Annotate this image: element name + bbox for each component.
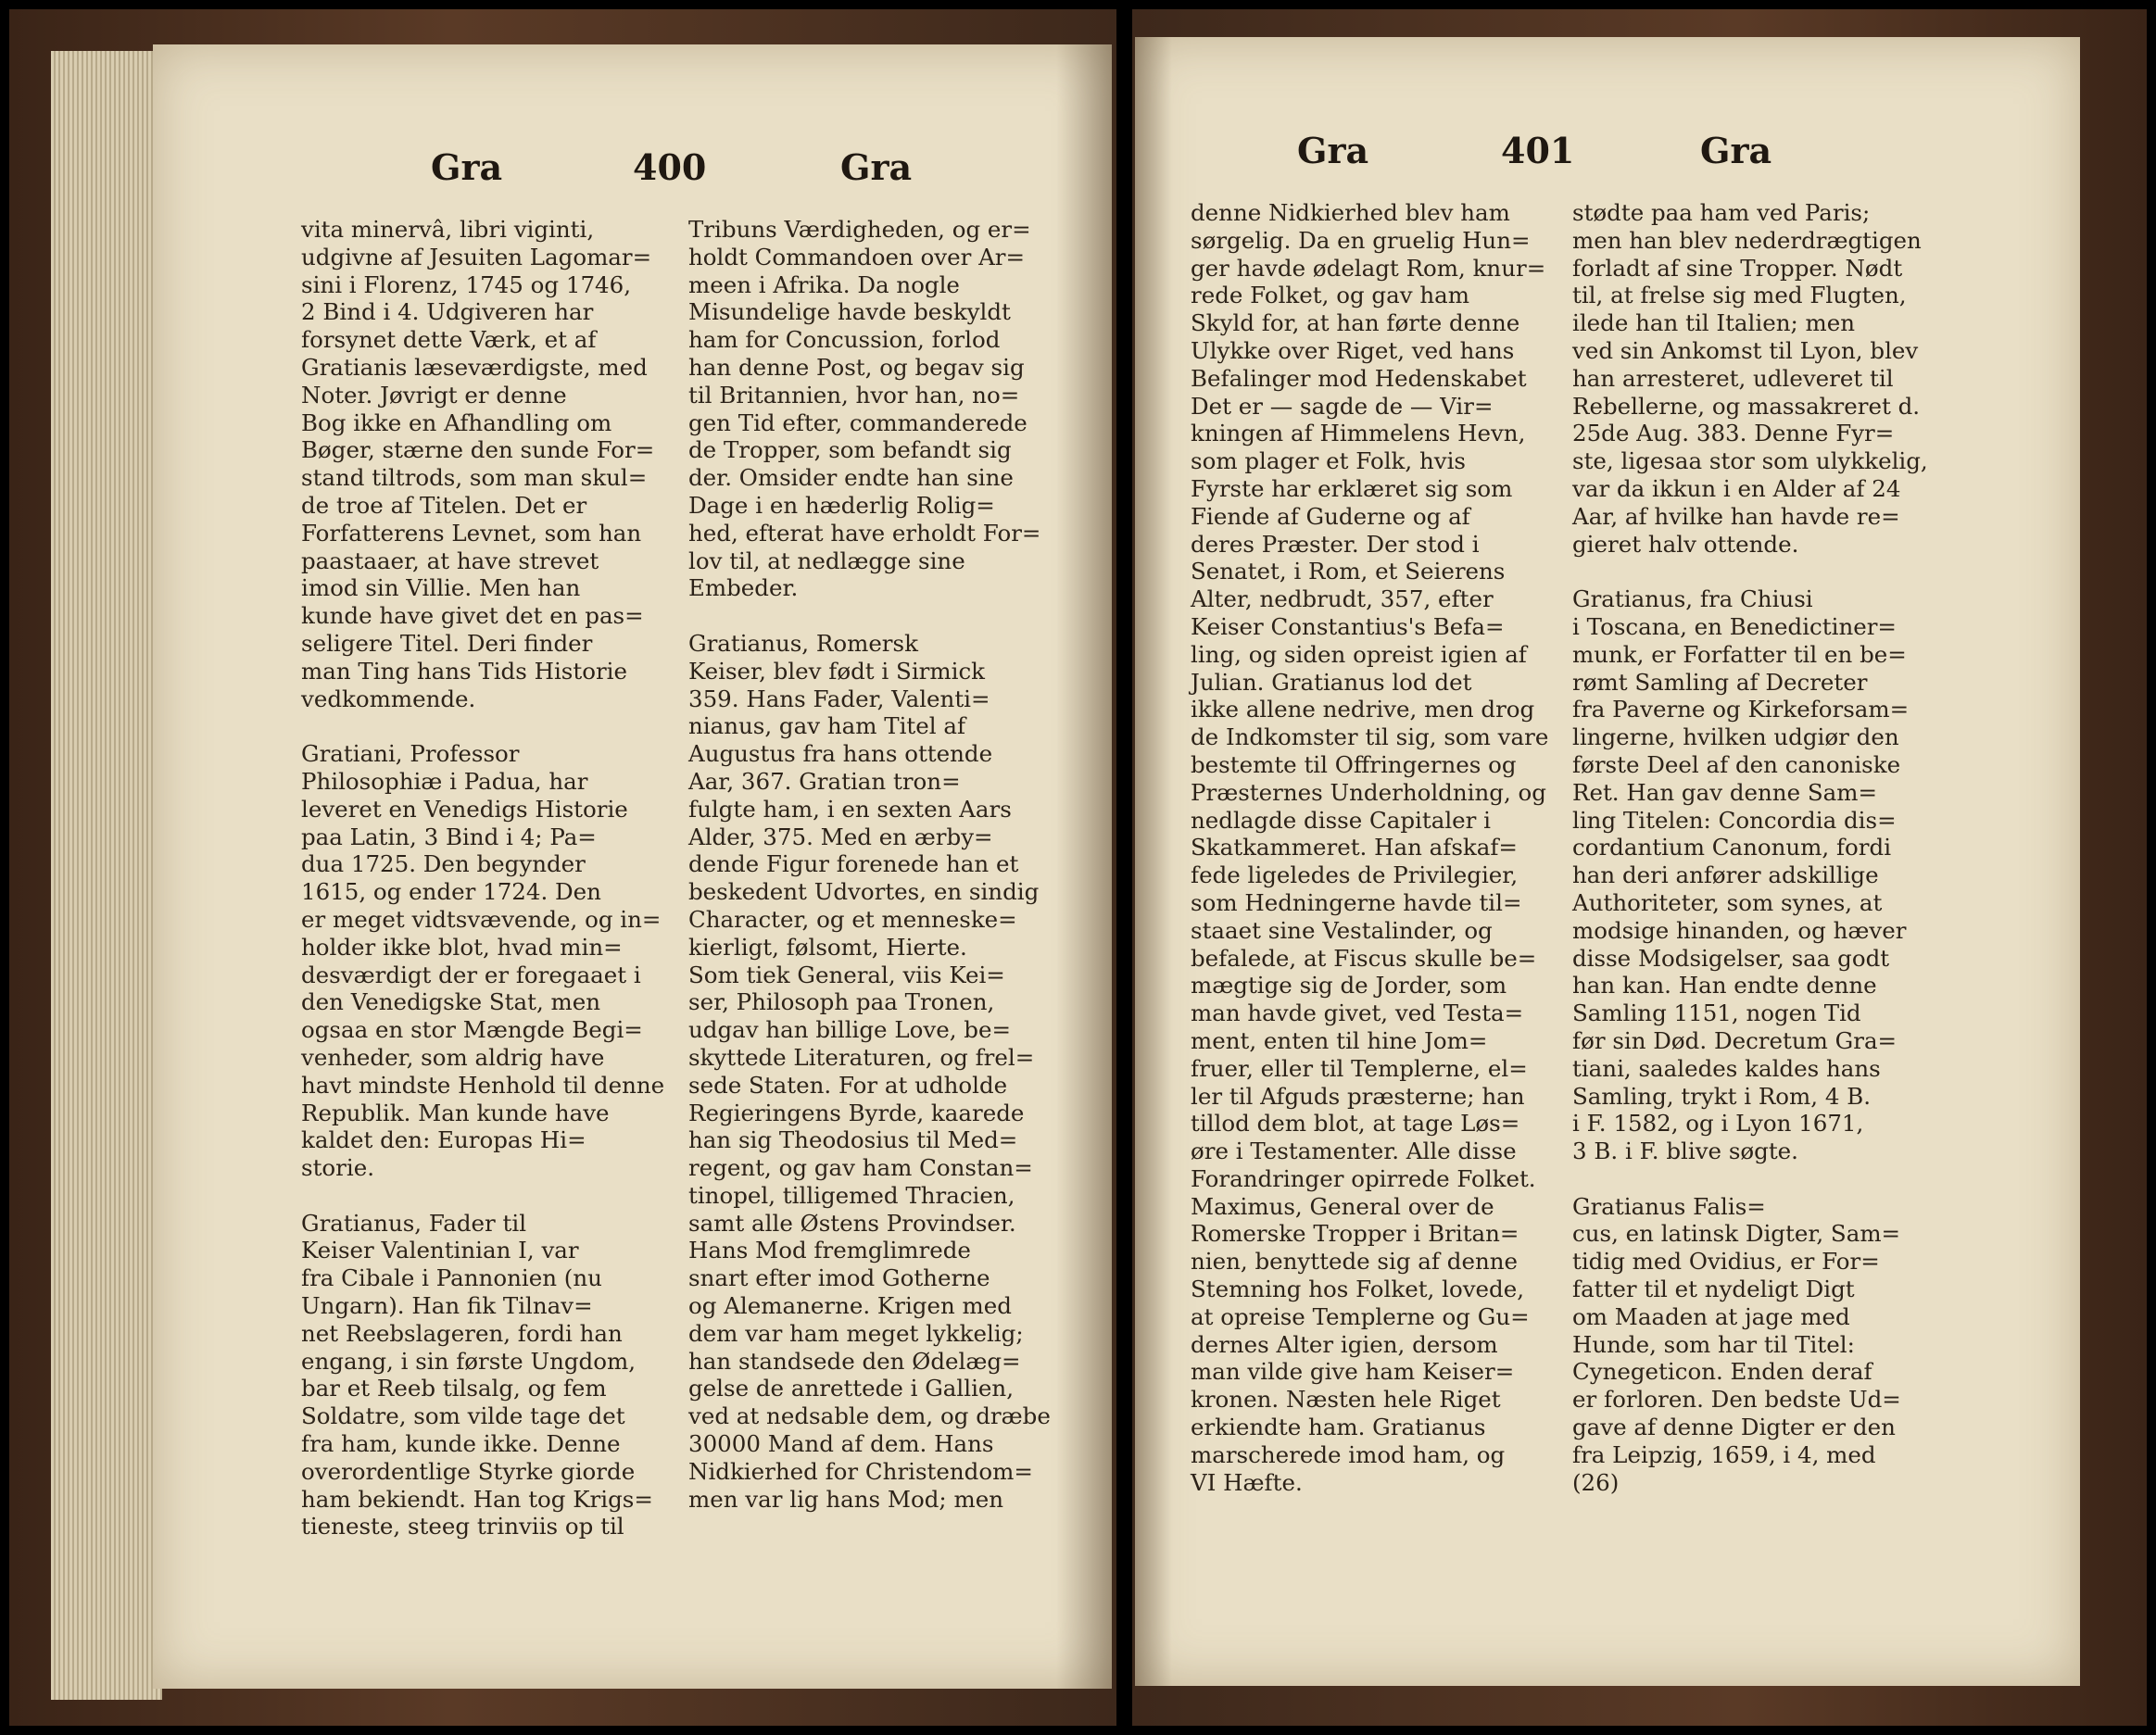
text-line: sørgelig. Da en gruelig Hun= bbox=[1191, 226, 1531, 254]
text-line: tinopel, tilligemed Thracien, bbox=[688, 1181, 1015, 1209]
text-line: (26) bbox=[1572, 1468, 1620, 1496]
text-line: til Britannien, hvor han, no= bbox=[688, 381, 1020, 409]
text-line: de Tropper, som befandt sig bbox=[688, 436, 1012, 464]
page-number: 401 bbox=[1501, 130, 1575, 171]
text-line: Ret. Han gav denne Sam= bbox=[1572, 778, 1878, 806]
text-line: til, at frelse sig med Flugten, bbox=[1572, 282, 1907, 309]
text-line: skyttede Literaturen, og frel= bbox=[688, 1043, 1035, 1071]
text-line: samt alle Østens Provindser. bbox=[688, 1209, 1016, 1237]
text-line: ved at nedsable dem, og dræbe bbox=[688, 1402, 1051, 1430]
text-line: Skyld for, at han førte denne bbox=[1191, 309, 1520, 337]
text-line: øre i Testamenter. Alle disse bbox=[1191, 1138, 1517, 1165]
text-line: Tribuns Værdigheden, og er= bbox=[688, 216, 1031, 243]
text-line: lov til, at nedlægge sine bbox=[688, 547, 965, 574]
text-line: som plager et Folk, hvis bbox=[1191, 447, 1466, 475]
text-line: Gratianus Falis= bbox=[1572, 1192, 1766, 1220]
text-line: kunde have givet det en pas= bbox=[301, 602, 644, 630]
paragraph-gap bbox=[301, 1182, 664, 1210]
text-line: ilede han til Italien; men bbox=[1572, 309, 1856, 337]
text-line: Ungarn). Han fik Tilnav= bbox=[301, 1292, 593, 1320]
text-line: Authoriteter, som synes, at bbox=[1572, 888, 1883, 916]
text-line: ogsaa en stor Mængde Begi= bbox=[301, 1016, 643, 1044]
text-line: Misundelige havde beskyldt bbox=[688, 298, 1011, 326]
text-line: Noter. Jøvrigt er denne bbox=[301, 381, 567, 409]
text-line: ling Titelen: Concordia dis= bbox=[1572, 806, 1897, 834]
text-line: man Ting hans Tids Historie bbox=[301, 657, 627, 685]
text-line: ler til Afguds præsterne; han bbox=[1191, 1082, 1525, 1110]
text-line: regent, og gav ham Constan= bbox=[688, 1154, 1033, 1182]
header-right-word: Gra bbox=[840, 146, 913, 188]
left-page bbox=[153, 44, 1112, 1689]
text-line: men var lig hans Mod; men bbox=[688, 1485, 1003, 1513]
text-line: beskedent Udvortes, en sindig bbox=[688, 878, 1040, 906]
text-line: Republik. Man kunde have bbox=[301, 1099, 610, 1126]
gutter-shadow bbox=[1135, 37, 1172, 1686]
text-line: Skatkammeret. Han afskaf= bbox=[1191, 834, 1518, 861]
text-line: Aar, 367. Gratian tron= bbox=[688, 767, 961, 795]
text-line: rede Folket, og gav ham bbox=[1191, 282, 1469, 309]
text-line: havt mindste Henhold til denne bbox=[301, 1071, 665, 1099]
text-line: tillod dem blot, at tage Løs= bbox=[1191, 1110, 1520, 1138]
text-line: holdt Commandoen over Ar= bbox=[688, 243, 1026, 270]
text-line: Dage i en hæderlig Rolig= bbox=[688, 491, 995, 519]
text-line: sede Staten. For at udholde bbox=[688, 1071, 1008, 1099]
text-line: net Reebslageren, fordi han bbox=[301, 1319, 623, 1347]
text-line: han arresteret, udleveret til bbox=[1572, 364, 1894, 392]
text-line: ham for Concussion, forlod bbox=[688, 326, 1001, 354]
text-line: storie. bbox=[301, 1154, 375, 1182]
text-line: munk, er Forfatter til en be= bbox=[1572, 640, 1907, 668]
text-line: engang, i sin første Ungdom, bbox=[301, 1347, 637, 1375]
text-line: Regieringens Byrde, kaarede bbox=[688, 1099, 1025, 1126]
text-line: kierligt, følsomt, Hierte. bbox=[688, 933, 967, 961]
text-line: gieret halv ottende. bbox=[1572, 530, 1799, 558]
text-line: Som tiek General, viis Kei= bbox=[688, 961, 1005, 988]
text-line: Bøger, stærne den sunde For= bbox=[301, 436, 655, 464]
text-line: er meget vidtsvævende, og in= bbox=[301, 905, 662, 933]
text-line: overordentlige Styrke giorde bbox=[301, 1457, 636, 1485]
text-line: Forandringer opirrede Folket. bbox=[1191, 1164, 1536, 1192]
text-line: i Toscana, en Benedictiner= bbox=[1572, 612, 1897, 640]
text-line: leveret en Venedigs Historie bbox=[301, 795, 628, 823]
text-line: ger havde ødelagt Rom, knur= bbox=[1191, 254, 1546, 282]
right-page bbox=[1135, 37, 2080, 1686]
text-line: om Maaden at jage med bbox=[1572, 1302, 1850, 1330]
text-line: fruer, eller til Templerne, el= bbox=[1191, 1054, 1528, 1082]
text-line: man vilde give ham Keiser= bbox=[1191, 1358, 1515, 1386]
text-line: ikke allene nedrive, men drog bbox=[1191, 696, 1535, 723]
text-line: Alder, 375. Med en ærby= bbox=[688, 823, 993, 850]
text-line: man havde givet, ved Testa= bbox=[1191, 1000, 1524, 1027]
left-page-column-1 bbox=[301, 216, 664, 1540]
text-line: imod sin Villie. Men han bbox=[301, 574, 581, 602]
text-line: disse Modsigelser, saa godt bbox=[1572, 944, 1890, 972]
text-line: den Venedigske Stat, men bbox=[301, 988, 601, 1016]
text-line: de troe af Titelen. Det er bbox=[301, 491, 587, 519]
text-line: 25de Aug. 383. Denne Fyr= bbox=[1572, 420, 1895, 447]
text-line: Character, og et menneske= bbox=[688, 905, 1017, 933]
text-line: stødte paa ham ved Paris; bbox=[1572, 199, 1871, 226]
text-line: cus, en latinsk Digter, Sam= bbox=[1572, 1220, 1901, 1248]
text-line: han sig Theodosius til Med= bbox=[688, 1126, 1018, 1154]
text-line: dende Figur forenede han et bbox=[688, 850, 1019, 878]
text-line: gave af denne Digter er den bbox=[1572, 1414, 1896, 1441]
gutter-shadow bbox=[1056, 44, 1112, 1689]
text-line: nedlagde disse Capitaler i bbox=[1191, 806, 1492, 834]
text-line: desværdigt der er foregaaet i bbox=[301, 961, 641, 988]
text-line: fra Leipzig, 1659, i 4, med bbox=[1572, 1440, 1876, 1468]
text-line: nianus, gav ham Titel af bbox=[688, 712, 966, 740]
text-line: sini i Florenz, 1745 og 1746, bbox=[301, 270, 631, 298]
text-line: Embeder. bbox=[688, 574, 799, 602]
text-line: 3 B. i F. blive søgte. bbox=[1572, 1138, 1798, 1165]
text-line: dua 1725. Den begynder bbox=[301, 850, 586, 878]
text-line: marscherede imod ham, og bbox=[1191, 1440, 1506, 1468]
text-line: Gratianus, Romersk bbox=[688, 629, 918, 657]
text-line: Romerske Tropper i Britan= bbox=[1191, 1220, 1519, 1248]
text-line: bar et Reeb tilsalg, og fem bbox=[301, 1375, 607, 1402]
text-line: vita minervâ, libri viginti, bbox=[301, 216, 595, 243]
text-line: Præsternes Underholdning, og bbox=[1191, 778, 1546, 806]
text-line: 1615, og ender 1724. Den bbox=[301, 878, 601, 906]
text-line: Gratianus, Fader til bbox=[301, 1209, 527, 1237]
text-line: Alter, nedbrudt, 357, efter bbox=[1191, 585, 1494, 613]
text-line: at opreise Templerne og Gu= bbox=[1191, 1302, 1530, 1330]
text-line: erkiendte ham. Gratianus bbox=[1191, 1414, 1486, 1441]
text-line: var da ikkun i en Alder af 24 bbox=[1572, 474, 1901, 502]
text-line: Hans Mod fremglimrede bbox=[688, 1237, 971, 1264]
text-line: Fyrste har erklæret sig som bbox=[1191, 474, 1513, 502]
text-line: Samling, trykt i Rom, 4 B. bbox=[1572, 1082, 1872, 1110]
text-line: Fiende af Guderne og af bbox=[1191, 502, 1470, 530]
text-line: lingerne, hvilken udgiør den bbox=[1572, 723, 1899, 751]
paragraph-gap bbox=[1572, 558, 1928, 585]
text-line: 2 Bind i 4. Udgiveren har bbox=[301, 298, 594, 326]
text-line: Julian. Gratianus lod det bbox=[1191, 668, 1472, 696]
text-line: paastaaer, at have strevet bbox=[301, 547, 599, 574]
right-page-column-2 bbox=[1572, 199, 1928, 1496]
text-line: i F. 1582, og i Lyon 1671, bbox=[1572, 1110, 1864, 1138]
text-line: han kan. Han endte denne bbox=[1572, 972, 1877, 1000]
text-line: tidig med Ovidius, er For= bbox=[1572, 1248, 1880, 1276]
text-line: Keiser Constantius's Befa= bbox=[1191, 612, 1505, 640]
text-line: fulgte ham, i en sexten Aars bbox=[688, 795, 1012, 823]
text-line: dem var ham meget lykkelig; bbox=[688, 1319, 1024, 1347]
paragraph-gap bbox=[301, 712, 664, 740]
paragraph-gap bbox=[688, 602, 1051, 630]
text-line: udgav han billige Love, be= bbox=[688, 1016, 1011, 1044]
text-line: han deri anfører adskillige bbox=[1572, 861, 1879, 889]
text-line: Philosophiæ i Padua, har bbox=[301, 767, 588, 795]
text-line: Maximus, General over de bbox=[1191, 1192, 1494, 1220]
text-line: fra Cibale i Pannonien (nu bbox=[301, 1264, 602, 1292]
header-left-word: Gra bbox=[431, 146, 503, 188]
text-line: meen i Afrika. Da nogle bbox=[688, 270, 960, 298]
text-line: og Alemanerne. Krigen med bbox=[688, 1292, 1012, 1320]
header-left-word: Gra bbox=[1297, 130, 1369, 171]
text-line: forladt af sine Tropper. Nødt bbox=[1572, 254, 1903, 282]
text-line: denne Nidkierhed blev ham bbox=[1191, 199, 1510, 226]
left-page-column-2 bbox=[688, 216, 1051, 1513]
text-line: Senatet, i Rom, et Seierens bbox=[1191, 558, 1506, 585]
text-line: mægtige sig de Jorder, som bbox=[1191, 972, 1507, 1000]
text-line: VI Hæfte. bbox=[1191, 1468, 1303, 1496]
text-line: gelse de anrettede i Gallien, bbox=[688, 1375, 1014, 1402]
text-line: snart efter imod Gotherne bbox=[688, 1264, 990, 1292]
text-line: ham bekiendt. Han tog Krigs= bbox=[301, 1485, 653, 1513]
text-line: paa Latin, 3 Bind i 4; Pa= bbox=[301, 823, 597, 850]
text-line: Augustus fra hans ottende bbox=[688, 740, 993, 768]
text-line: 30000 Mand af dem. Hans bbox=[688, 1430, 994, 1458]
header-right-word: Gra bbox=[1700, 130, 1772, 171]
text-line: holder ikke blot, hvad min= bbox=[301, 933, 623, 961]
text-line: kaldet den: Europas Hi= bbox=[301, 1126, 586, 1154]
text-line: som Hedningerne havde til= bbox=[1191, 888, 1522, 916]
text-line: Aar, af hvilke han havde re= bbox=[1572, 502, 1900, 530]
text-line: Soldatre, som vilde tage det bbox=[301, 1402, 625, 1430]
text-line: fede ligeledes de Privilegier, bbox=[1191, 861, 1519, 889]
text-line: Det er — sagde de — Vir= bbox=[1191, 392, 1494, 420]
text-line: Cynegeticon. Enden deraf bbox=[1572, 1358, 1872, 1386]
text-line: ment, enten til hine Jom= bbox=[1191, 1026, 1488, 1054]
text-line: tieneste, steeg trinviis op til bbox=[301, 1513, 624, 1540]
text-line: han standsede den Ødelæg= bbox=[688, 1347, 1021, 1375]
text-line: tiani, saaledes kaldes hans bbox=[1572, 1054, 1881, 1082]
text-line: fra ham, kunde ikke. Denne bbox=[301, 1430, 621, 1458]
text-line: staaet sine Vestalinder, og bbox=[1191, 916, 1493, 944]
text-line: Gratiani, Professor bbox=[301, 740, 520, 768]
right-page-column-1 bbox=[1191, 199, 1548, 1496]
text-line: Gratianus, fra Chiusi bbox=[1572, 585, 1813, 613]
text-line: Befalinger mod Hedenskabet bbox=[1191, 364, 1527, 392]
text-line: første Deel af den canoniske bbox=[1572, 750, 1901, 778]
text-line: dernes Alter igien, dersom bbox=[1191, 1330, 1498, 1358]
paragraph-gap bbox=[1572, 1165, 1928, 1193]
text-line: er forloren. Den bedste Ud= bbox=[1572, 1386, 1901, 1414]
text-line: kronen. Næsten hele Riget bbox=[1191, 1386, 1501, 1414]
text-line: der. Omsider endte han sine bbox=[688, 464, 1014, 492]
text-line: før sin Død. Decretum Gra= bbox=[1572, 1026, 1898, 1054]
text-line: fatter til et nydeligt Digt bbox=[1572, 1276, 1855, 1303]
text-line: udgivne af Jesuiten Lagomar= bbox=[301, 243, 652, 270]
text-line: Bog ikke en Afhandling om bbox=[301, 409, 612, 436]
text-line: han denne Post, og begav sig bbox=[688, 353, 1025, 381]
text-line: Forfatterens Levnet, som han bbox=[301, 519, 642, 547]
text-line: deres Præster. Der stod i bbox=[1191, 530, 1480, 558]
text-line: Ulykke over Riget, ved hans bbox=[1191, 336, 1515, 364]
text-line: Samling 1151, nogen Tid bbox=[1572, 1000, 1861, 1027]
text-line: de Indkomster til sig, som vare bbox=[1191, 723, 1549, 751]
text-line: men han blev nederdrægtigen bbox=[1572, 226, 1922, 254]
text-line: Stemning hos Folket, lovede, bbox=[1191, 1276, 1525, 1303]
text-line: gen Tid efter, commanderede bbox=[688, 409, 1028, 436]
text-line: 359. Hans Fader, Valenti= bbox=[688, 685, 990, 712]
text-line: stand tiltrods, som man skul= bbox=[301, 464, 648, 492]
text-line: vedkommende. bbox=[301, 685, 476, 712]
text-line: bestemte til Offringernes og bbox=[1191, 750, 1517, 778]
text-line: Gratianis læseværdigste, med bbox=[301, 353, 648, 381]
text-line: rømt Samling af Decreter bbox=[1572, 668, 1868, 696]
text-line: seligere Titel. Deri finder bbox=[301, 629, 593, 657]
text-line: Nidkierhed for Christendom= bbox=[688, 1457, 1033, 1485]
text-line: Rebellerne, og massakreret d. bbox=[1572, 392, 1921, 420]
text-line: hed, efterat have erholdt For= bbox=[688, 519, 1041, 547]
text-line: Keiser, blev født i Sirmick bbox=[688, 657, 986, 685]
text-line: befalede, at Fiscus skulle be= bbox=[1191, 944, 1537, 972]
text-line: modsige hinanden, og hæver bbox=[1572, 916, 1907, 944]
text-line: ser, Philosoph paa Tronen, bbox=[688, 988, 995, 1016]
text-line: cordantium Canonum, fordi bbox=[1572, 834, 1892, 861]
text-line: venheder, som aldrig have bbox=[301, 1043, 605, 1071]
text-line: Hunde, som har til Titel: bbox=[1572, 1330, 1855, 1358]
text-line: forsynet dette Værk, et af bbox=[301, 326, 597, 354]
text-line: kningen af Himmelens Hevn, bbox=[1191, 420, 1526, 447]
page-number: 400 bbox=[633, 146, 707, 188]
text-line: ling, og siden opreist igien af bbox=[1191, 640, 1527, 668]
text-line: fra Paverne og Kirkeforsam= bbox=[1572, 696, 1910, 723]
text-line: Keiser Valentinian I, var bbox=[301, 1237, 579, 1264]
text-line: ste, ligesaa stor som ulykkelig, bbox=[1572, 447, 1928, 475]
text-line: ved sin Ankomst til Lyon, blev bbox=[1572, 336, 1919, 364]
text-line: nien, benyttede sig af denne bbox=[1191, 1248, 1519, 1276]
page-edges bbox=[51, 51, 162, 1700]
